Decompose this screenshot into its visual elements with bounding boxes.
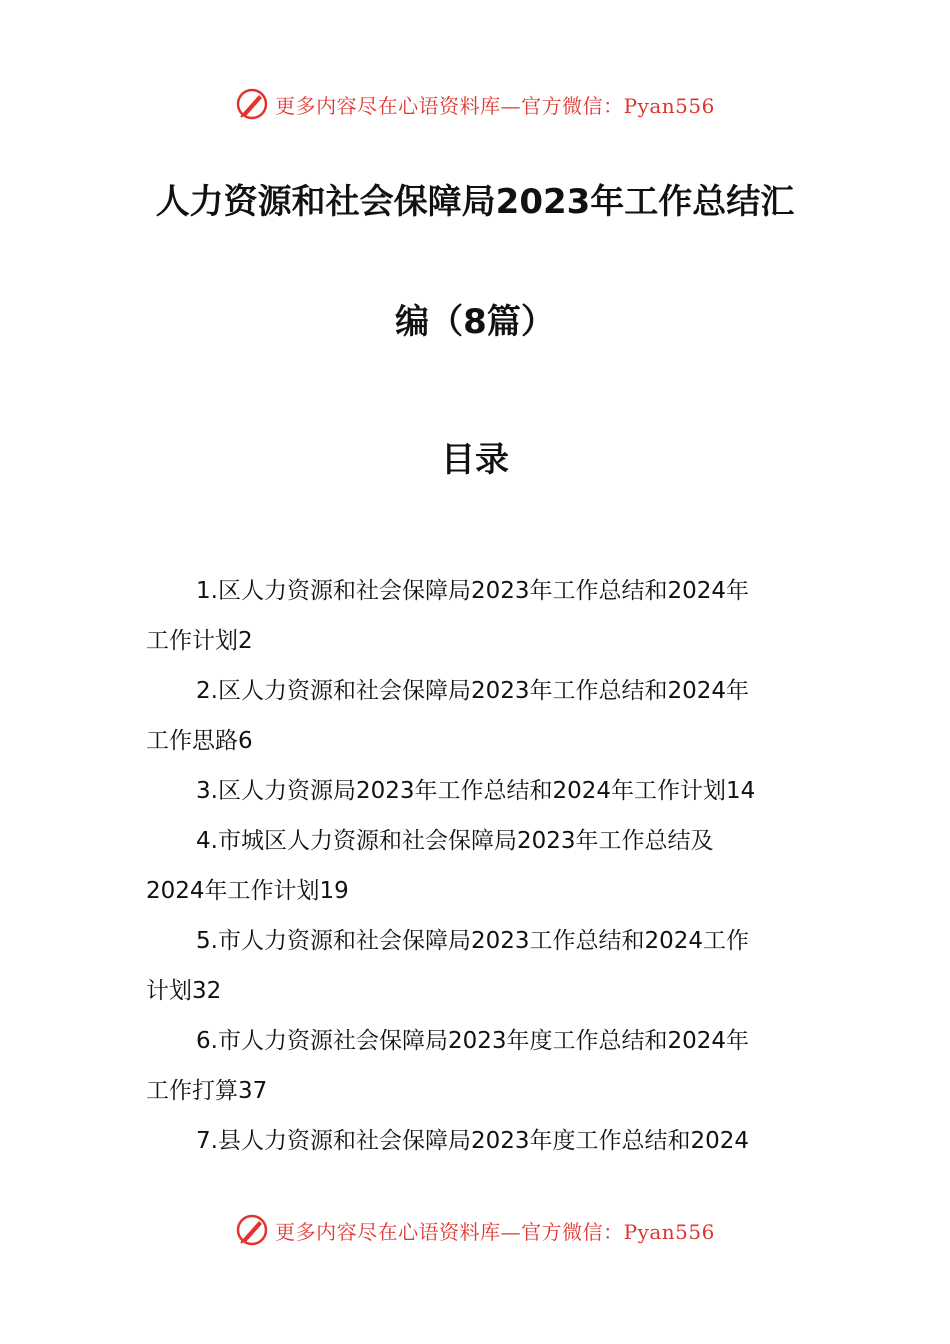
toc-item-5-line-2: 计划32: [146, 978, 222, 1004]
footer-banner: [0, 1208, 950, 1252]
toc-item-2-line-1: 2.区人力资源和社会保障局2023年工作总结和2024年: [196, 678, 750, 704]
banner-text: [275, 90, 715, 119]
toc-item-6-line-1: 6.市人力资源社会保障局2023年度工作总结和2024年: [196, 1028, 750, 1054]
toc-item-3-line-1: 3.区人力资源局2023年工作总结和2024年工作计划14: [196, 778, 756, 804]
banner-official-text: 官方微信：: [521, 1219, 624, 1244]
banner-dash: —: [500, 1219, 522, 1244]
toc-item-4-line-1: 4.市城区人力资源和社会保障局2023年工作总结及: [196, 828, 714, 854]
toc-heading: 目录: [441, 440, 509, 480]
banner-main-text: 更多内容尽在心语资料库: [275, 93, 501, 118]
toc-item-4-line-2: 2024年工作计划19: [146, 878, 349, 904]
header-banner: [0, 82, 950, 126]
document-title-line1: 人力资源和社会保障局2023年工作总结汇: [155, 182, 795, 222]
toc-item-1-line-2: 工作计划2: [146, 628, 253, 654]
document-title-line2: 编（8篇）: [395, 302, 555, 342]
banner-dash: —: [500, 93, 522, 118]
banner-wechat-id: Pyan556: [623, 1219, 715, 1244]
toc-item-2-line-2: 工作思路6: [146, 728, 253, 754]
toc-item-6-line-2: 工作打算37: [146, 1078, 268, 1104]
banner-wechat-id: Pyan556: [623, 93, 715, 118]
toc-item-5-line-1: 5.市人力资源和社会保障局2023工作总结和2024工作: [196, 928, 750, 954]
toc-item-1-line-1: 1.区人力资源和社会保障局2023年工作总结和2024年: [196, 578, 750, 604]
banner-official-text: 官方微信：: [521, 93, 624, 118]
banner-text: [275, 1216, 715, 1245]
pen-circle-logo: [235, 87, 269, 121]
pen-circle-logo: [235, 1213, 269, 1247]
toc-item-7-line-1: 7.县人力资源和社会保障局2023年度工作总结和2024: [196, 1128, 750, 1154]
banner-main-text: 更多内容尽在心语资料库: [275, 1219, 501, 1244]
